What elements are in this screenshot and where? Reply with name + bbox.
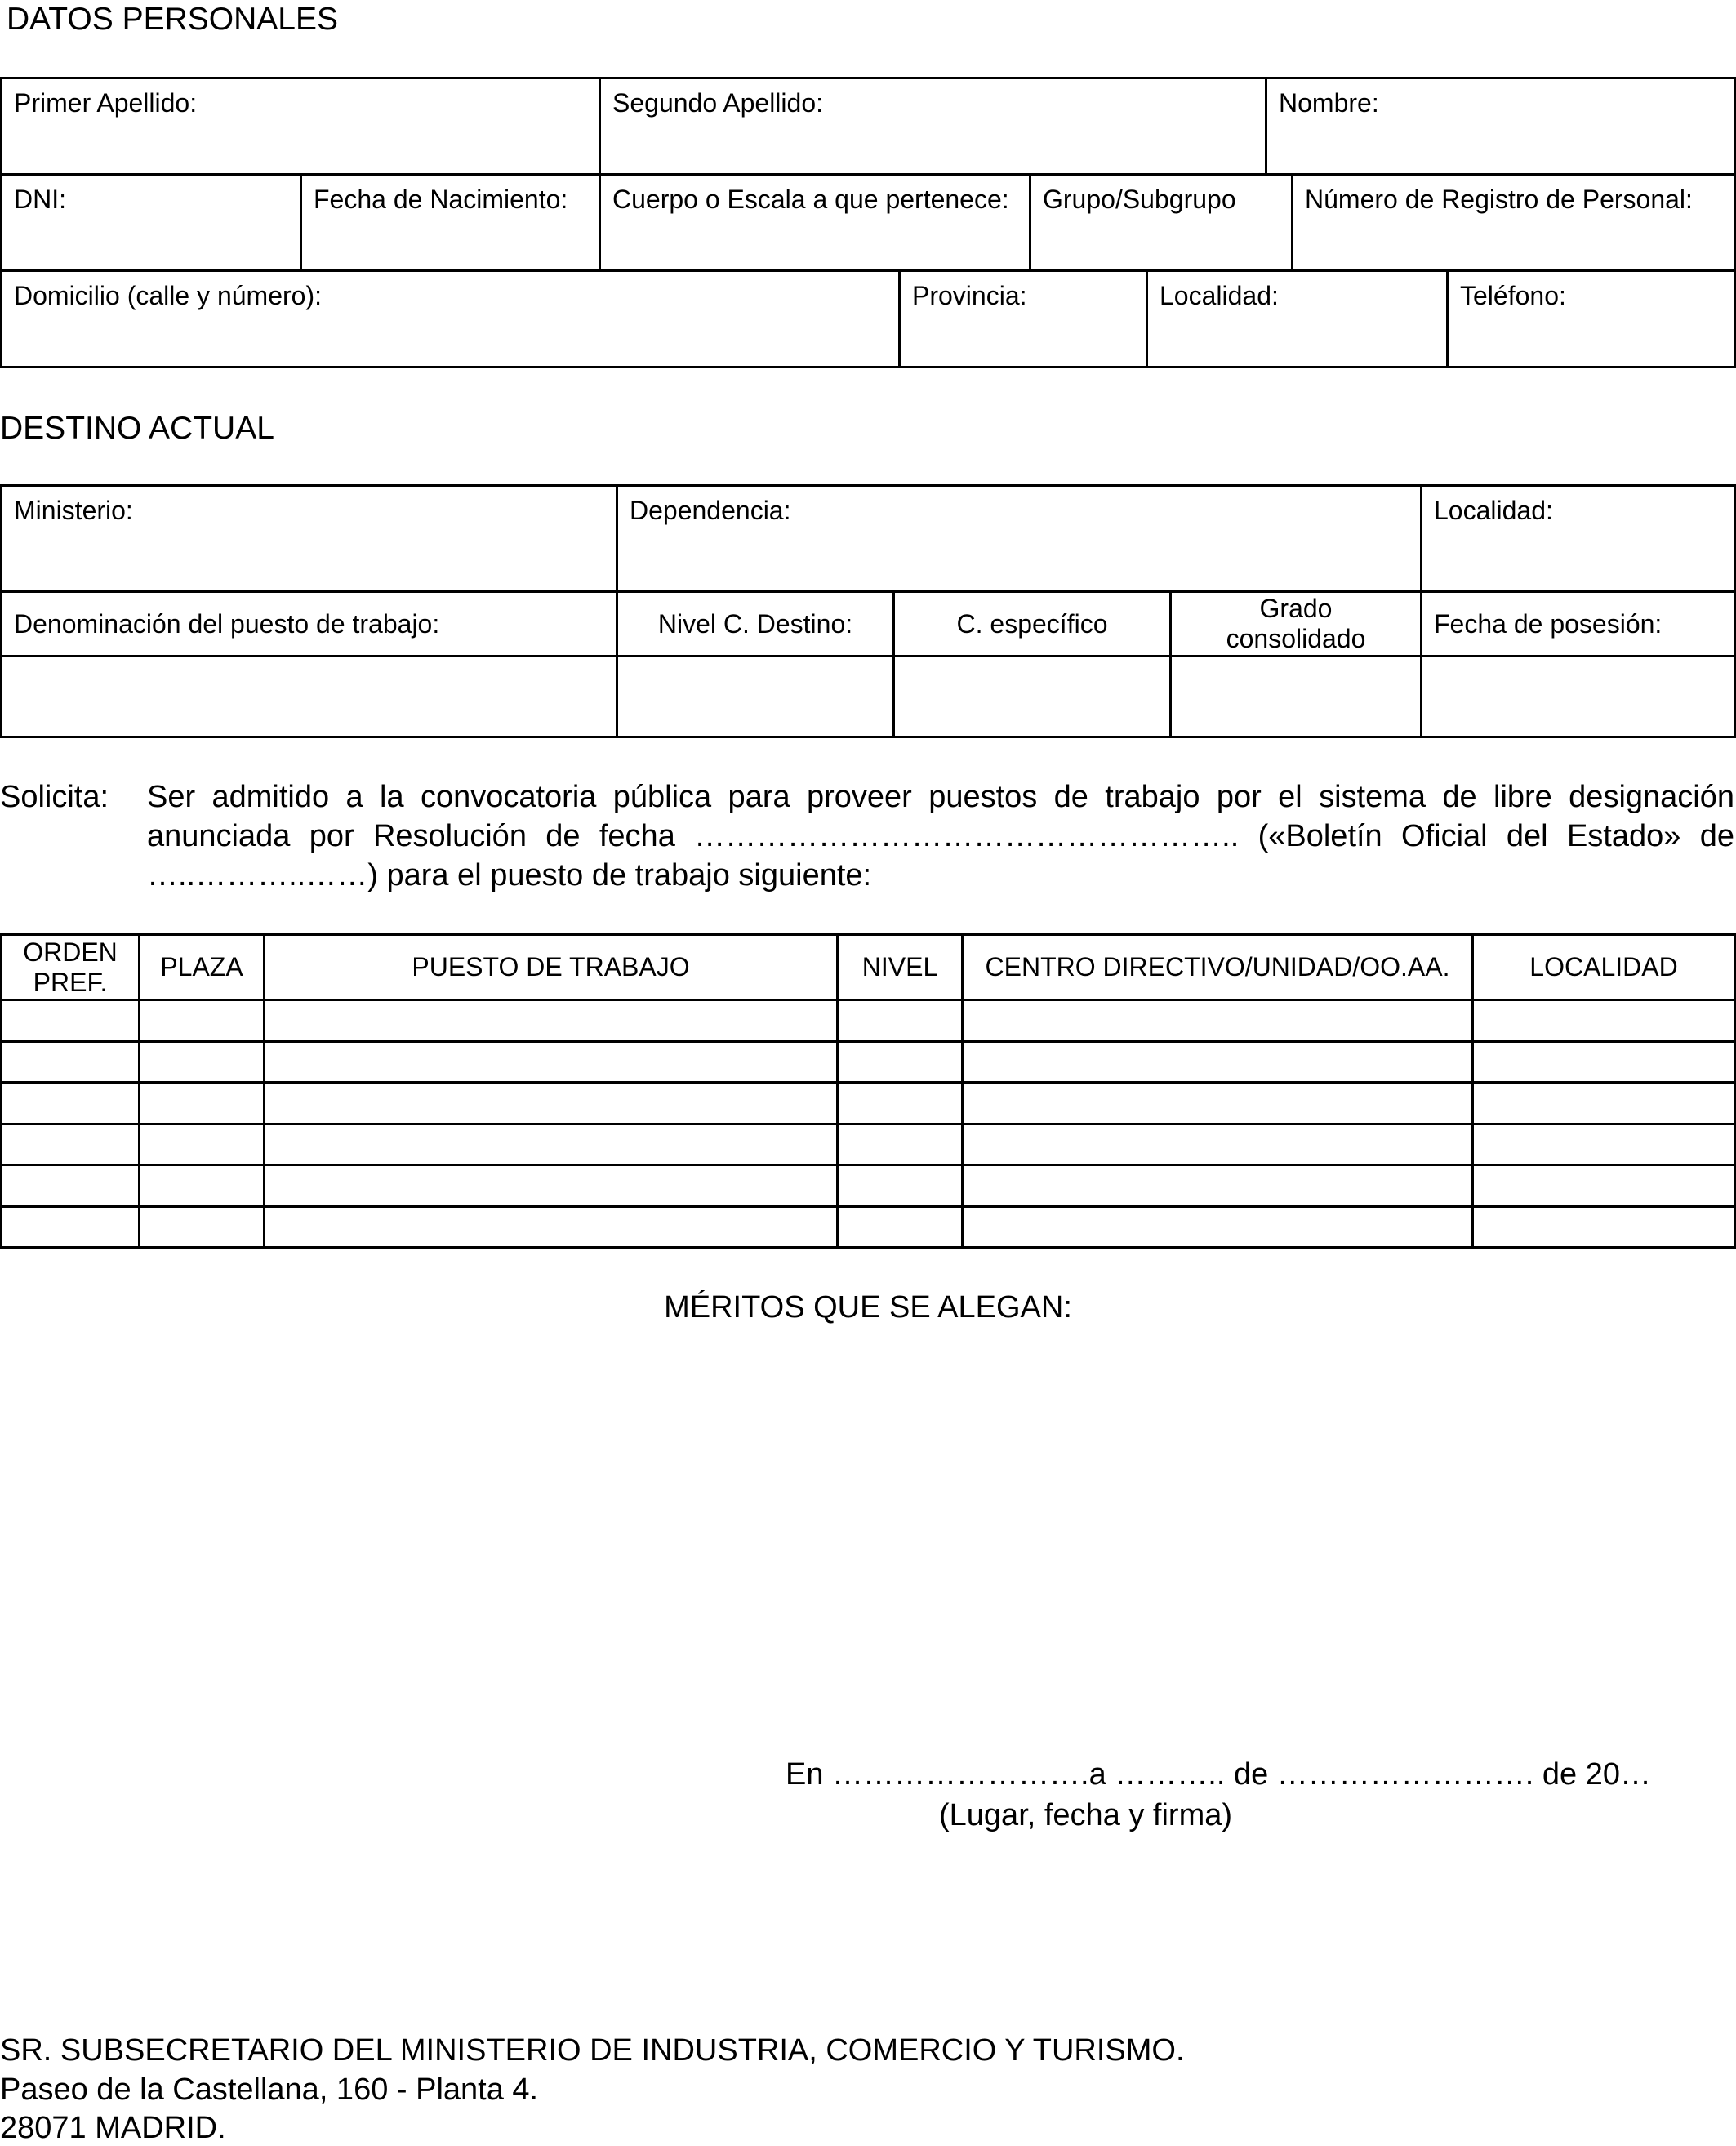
column-header: PUESTO DE TRABAJO (412, 952, 690, 982)
firma-line: En …………………….a ……….. de ……………………. de 20… (786, 1757, 1651, 1792)
field-label: Grado consolidado (1226, 594, 1366, 653)
datos-personales-table (0, 77, 1736, 368)
header-nivel-destino (618, 593, 895, 657)
field-domicilio[interactable] (2, 272, 901, 368)
field-dependencia[interactable] (618, 487, 1422, 593)
puestos-table (0, 933, 1736, 1249)
table-cell[interactable] (140, 1084, 265, 1125)
header-orden-pref (2, 936, 140, 1001)
table-cell[interactable] (839, 1084, 964, 1125)
column-header: NIVEL (861, 952, 938, 982)
field-label: Fecha de Nacimiento: (314, 185, 568, 214)
table-cell[interactable] (265, 1001, 839, 1043)
field-cuerpo-escala[interactable] (601, 176, 1031, 272)
table-cell[interactable] (265, 1084, 839, 1125)
table-cell[interactable] (2, 1166, 140, 1208)
table-cell[interactable] (2, 1084, 140, 1125)
header-fecha-posesion (1422, 593, 1736, 657)
field-dni[interactable] (2, 176, 302, 272)
table-cell[interactable] (265, 1208, 839, 1249)
field-label: Nombre: (1279, 88, 1379, 118)
field-label: C. específico (956, 608, 1108, 639)
field-label: Cuerpo o Escala a que pertenece: (612, 185, 1009, 214)
field-localidad-destino[interactable] (1422, 487, 1736, 593)
datos-personales-title: DATOS PERSONALES (7, 2, 339, 37)
field-label: Provincia: (912, 281, 1027, 310)
destinatario-line-2: Paseo de la Castellana, 160 - Planta 4. (0, 2073, 539, 2107)
destinatario-line-1: SR. SUBSECRETARIO DEL MINISTERIO DE INDUSTRIA, COMERCIO Y TURISMO. (0, 2033, 1185, 2068)
header-localidad (1474, 936, 1736, 1001)
table-cell[interactable] (839, 1166, 964, 1208)
field-label: Nivel C. Destino: (657, 608, 853, 639)
field-label: Localidad: (1160, 281, 1279, 310)
column-header: LOCALIDAD (1529, 952, 1678, 982)
destino-actual-title: DESTINO ACTUAL (0, 411, 274, 446)
table-cell[interactable] (265, 1166, 839, 1208)
table-cell[interactable] (964, 1001, 1474, 1043)
table-cell[interactable] (964, 1208, 1474, 1249)
field-telefono[interactable] (1449, 272, 1736, 368)
firma-note: (Lugar, fecha y firma) (939, 1798, 1233, 1832)
table-cell[interactable] (964, 1084, 1474, 1125)
input-c-especifico[interactable] (895, 657, 1172, 738)
column-header: CENTRO DIRECTIVO/UNIDAD/OO.AA. (985, 952, 1450, 982)
table-cell[interactable] (964, 1043, 1474, 1084)
field-label: Dependencia: (630, 496, 791, 525)
table-cell[interactable] (140, 1043, 265, 1084)
field-label: Número de Registro de Personal: (1305, 185, 1693, 214)
field-label: Grupo/Subgrupo (1043, 185, 1236, 214)
table-cell[interactable] (1474, 1084, 1736, 1125)
table-cell[interactable] (140, 1001, 265, 1043)
header-grado-consolidado (1172, 593, 1422, 657)
table-cell[interactable] (839, 1125, 964, 1166)
destino-actual-table (0, 484, 1736, 738)
meritos-area[interactable] (0, 1339, 1736, 1731)
table-cell[interactable] (839, 1001, 964, 1043)
header-puesto-trabajo (265, 936, 839, 1001)
destinatario-line-3: 28071 MADRID. (0, 2111, 226, 2145)
field-segundo-apellido[interactable] (601, 79, 1267, 176)
table-cell[interactable] (140, 1166, 265, 1208)
field-label: Ministerio: (14, 496, 133, 525)
table-cell[interactable] (2, 1125, 140, 1166)
field-label: Denominación del puesto de trabajo: (14, 608, 440, 639)
field-grupo-subgrupo[interactable] (1031, 176, 1293, 272)
meritos-title: MÉRITOS QUE SE ALEGAN: (664, 1290, 1072, 1325)
table-cell[interactable] (839, 1043, 964, 1084)
table-cell[interactable] (140, 1125, 265, 1166)
input-denominacion-puesto[interactable] (2, 657, 618, 738)
field-label: Teléfono: (1460, 281, 1566, 310)
header-plaza (140, 936, 265, 1001)
field-label: Localidad: (1434, 496, 1553, 525)
table-cell[interactable] (1474, 1043, 1736, 1084)
table-cell[interactable] (1474, 1125, 1736, 1166)
field-label: Domicilio (calle y número): (14, 281, 322, 310)
input-grado-consolidado[interactable] (1172, 657, 1422, 738)
field-label: DNI: (14, 185, 66, 214)
table-cell[interactable] (964, 1125, 1474, 1166)
field-provincia[interactable] (901, 272, 1148, 368)
column-header: PLAZA (160, 952, 243, 982)
field-label: Primer Apellido: (14, 88, 198, 118)
table-cell[interactable] (964, 1166, 1474, 1208)
field-label: Fecha de posesión: (1434, 608, 1663, 639)
table-cell[interactable] (2, 1208, 140, 1249)
table-cell[interactable] (2, 1001, 140, 1043)
table-cell[interactable] (1474, 1208, 1736, 1249)
field-fecha-nacimiento[interactable] (302, 176, 601, 272)
field-localidad[interactable] (1148, 272, 1449, 368)
input-fecha-posesion[interactable] (1422, 657, 1736, 738)
table-cell[interactable] (265, 1125, 839, 1166)
table-cell[interactable] (1474, 1001, 1736, 1043)
field-label: Segundo Apellido: (612, 88, 823, 118)
header-denominacion-puesto (2, 593, 618, 657)
table-cell[interactable] (2, 1043, 140, 1084)
field-numero-registro[interactable] (1293, 176, 1736, 272)
table-cell[interactable] (1474, 1166, 1736, 1208)
input-nivel-destino[interactable] (618, 657, 895, 738)
table-cell[interactable] (839, 1208, 964, 1249)
header-centro-directivo (964, 936, 1474, 1001)
header-c-especifico (895, 593, 1172, 657)
table-cell[interactable] (265, 1043, 839, 1084)
header-nivel (839, 936, 964, 1001)
solicita-text: Ser admitido a la convocatoria pública para proveer puestos de trabajo por el sistema de libre designación anunciada por Resolución de fecha …………………………………………….. («Boletín Oficial del Estado» de …..………..……) para el puesto de trabajo siguiente: (147, 780, 1734, 893)
field-ministerio[interactable] (2, 487, 618, 593)
solicita-label: Solicita: (0, 780, 109, 814)
table-cell[interactable] (140, 1208, 265, 1249)
column-header: ORDEN PREF. (23, 937, 118, 997)
field-primer-apellido[interactable] (2, 79, 601, 176)
field-nombre[interactable] (1267, 79, 1736, 176)
